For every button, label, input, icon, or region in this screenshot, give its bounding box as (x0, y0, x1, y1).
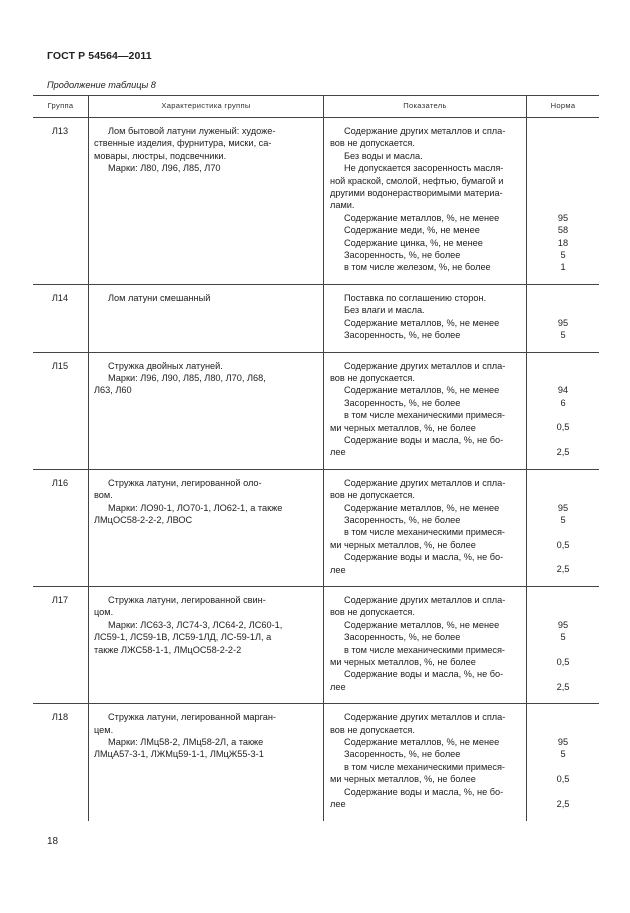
indicator-cell (324, 352, 527, 469)
characteristic-line: ЛС59-1, ЛС59-1В, ЛС59-1ЛД, ЛС-59-1Л, а (94, 632, 272, 643)
norm-value (528, 360, 598, 372)
norm-value (528, 761, 598, 773)
table-container (33, 95, 588, 821)
table-row (33, 704, 599, 821)
characteristic-line: Л63, Л60 (94, 385, 132, 396)
characteristic-line: Стружка латуни, легированной оло- (108, 477, 262, 488)
norm-value (528, 372, 598, 384)
indicator-line: лее (330, 799, 346, 810)
indicator-line: в том числе железом, %, не более (344, 262, 491, 273)
indicator-line: Засоренность, %, не более (344, 250, 461, 261)
indicator-line: Без влаги и масла. (344, 305, 425, 316)
norm-value (528, 137, 598, 149)
indicator-line: Содержание воды и масла, %, не бо- (344, 434, 504, 445)
indicator-line: Засоренность, %, не более (344, 330, 461, 341)
indicator-line: в том числе механическими примеся- (344, 527, 505, 538)
norm-value (528, 786, 598, 798)
indicator-line: Засоренность, %, не более (344, 397, 461, 408)
norm-cell (527, 284, 600, 352)
indicator-line: лее (330, 564, 346, 575)
group-characteristic (89, 587, 324, 704)
norm-value: 0,5 (556, 774, 570, 785)
indicator-cell (324, 118, 527, 285)
indicator-line: Содержание металлов, %, не менее (344, 212, 500, 223)
characteristic-line: Лом латуни смешанный (108, 292, 211, 303)
characteristic-line: Марки: ЛО90-1, ЛО70-1, ЛО62-1, а также (108, 502, 283, 513)
indicator-line: ной краской, смолой, нефтью, бумагой и (330, 175, 504, 186)
table-header-row (33, 96, 599, 118)
page-number: 18 (47, 836, 59, 847)
indicator-line: Содержание металлов, %, не менее (344, 317, 500, 328)
norm-value: 2,5 (556, 564, 570, 575)
indicator-line: Засоренность, %, не более (344, 749, 461, 760)
indicator-line: Без воды и масла. (344, 150, 423, 161)
norm-value (528, 409, 598, 421)
indicator-line: в том числе механическими примеся- (344, 644, 505, 655)
indicator-line: Содержание металлов, %, не менее (344, 502, 500, 513)
norm-value: 58 (557, 225, 569, 236)
group-code: Л17 (33, 587, 89, 704)
table-body (33, 118, 599, 821)
norm-value (528, 187, 598, 199)
indicator-line: Содержание других металлов и спла- (344, 360, 506, 371)
indicator-line: Поставка по соглашению сторон. (344, 292, 487, 303)
indicator-line: Содержание металлов, %, не менее (344, 619, 500, 630)
characteristic-line: вом. (94, 490, 113, 501)
indicator-line: Содержание воды и масла, %, не бо- (344, 669, 504, 680)
group-characteristic (89, 704, 324, 821)
norm-value: 0,5 (556, 656, 570, 667)
indicator-line: Содержание других металлов и спла- (344, 477, 506, 488)
characteristic-line: Стружка двойных латуней. (108, 360, 223, 371)
norm-value: 94 (557, 385, 569, 396)
indicator-line: вов не допускается. (330, 724, 415, 735)
indicator-line: Содержание других металлов и спла- (344, 126, 506, 136)
norm-cell (527, 352, 600, 469)
norm-value (528, 477, 598, 489)
norm-cell (527, 469, 600, 586)
indicator-line: Содержание других металлов и спла- (344, 595, 506, 605)
norm-value: 1 (560, 262, 566, 273)
indicator-cell (324, 587, 527, 704)
document-header: ГОСТ Р 54564—2011 (47, 50, 152, 62)
table-row (33, 284, 599, 352)
indicator-line: в том числе механическими примеся- (344, 410, 505, 421)
norm-value: 5 (560, 330, 566, 341)
norm-value: 95 (557, 317, 569, 328)
indicator-line: Засоренность, %, не более (344, 632, 461, 643)
norm-value: 0,5 (556, 422, 570, 433)
norm-value: 95 (557, 619, 569, 630)
indicator-line: Содержание цинка, %, не менее (344, 237, 483, 248)
column-header-indicator: Показатель (324, 96, 527, 118)
indicator-line: ми черных металлов, %, не более (330, 422, 476, 433)
indicator-line: Содержание других металлов и спла- (344, 712, 506, 723)
characteristic-line: цем. (94, 724, 114, 735)
norm-value: 5 (560, 249, 566, 260)
column-header-norm: Норма (527, 96, 600, 118)
indicator-line: ми черных металлов, %, не более (330, 774, 476, 785)
indicator-line: Содержание металлов, %, не менее (344, 385, 500, 396)
indicator-line: лами. (330, 200, 355, 211)
norm-value (528, 150, 598, 162)
characteristic-line: Марки: Л80, Л96, Л85, Л70 (108, 163, 221, 174)
norm-value: 2,5 (556, 447, 570, 458)
norm-value (528, 724, 598, 736)
norm-value: 95 (557, 502, 569, 513)
indicator-line: в том числе механическими примеся- (344, 761, 505, 772)
norm-value (528, 644, 598, 656)
norm-cell (527, 118, 600, 285)
norm-value: 2,5 (556, 681, 570, 692)
norm-value (528, 668, 598, 680)
indicator-cell (324, 704, 527, 821)
group-code: Л16 (33, 469, 89, 586)
characteristic-line: Марки: ЛС63-3, ЛС74-3, ЛС64-2, ЛС60-1, (108, 619, 283, 630)
norm-value (528, 175, 598, 187)
norm-value (528, 162, 598, 174)
table-row (33, 469, 599, 586)
indicator-line: лее (330, 681, 346, 692)
norm-value: 5 (560, 749, 566, 760)
column-header-characteristic: Характеристика группы (89, 96, 324, 118)
indicator-line: вов не допускается. (330, 490, 415, 501)
indicator-line: вов не допускается. (330, 138, 415, 149)
group-code: Л18 (33, 704, 89, 821)
norm-value (528, 489, 598, 501)
indicator-line: другими водонерастворимыми материа- (330, 188, 503, 199)
characteristic-line: Стружка латуни, легированной марган- (108, 712, 276, 723)
characteristic-line: цом. (94, 607, 114, 618)
characteristic-line: ЛМцА57-3-1, ЛЖМц59-1-1, ЛМцЖ55-3-1 (94, 749, 264, 760)
characteristic-line: Марки: ЛМц58-2, ЛМц58-2Л, а также (108, 737, 264, 748)
norm-value: 18 (557, 237, 569, 248)
table-row (33, 352, 599, 469)
indicator-line: Содержание металлов, %, не менее (344, 737, 500, 748)
characteristic-line: Лом бытовой латуни луженый: художе- (108, 126, 276, 136)
norm-cell (527, 704, 600, 821)
norm-value: 95 (557, 737, 569, 748)
characteristic-line: также ЛЖС58-1-1, ЛМцОС58-2-2-2 (94, 644, 242, 655)
table-row (33, 118, 599, 285)
indicator-cell (324, 284, 527, 352)
norm-value: 6 (560, 397, 566, 408)
characteristic-line: ственные изделия, фурнитура, миски, са- (94, 138, 272, 149)
norm-value (528, 551, 598, 563)
characteristic-line: Стружка латуни, легированной свин- (108, 595, 266, 605)
norm-value (528, 594, 598, 606)
norm-cell (527, 587, 600, 704)
group-characteristic (89, 284, 324, 352)
indicator-line: Содержание воды и масла, %, не бо- (344, 786, 504, 797)
characteristic-line: мовары, люстры, подсвечники. (94, 150, 227, 161)
characteristic-line: Марки: Л96, Л90, Л85, Л80, Л70, Л68, (108, 372, 266, 383)
norm-value (528, 711, 598, 723)
norm-value (528, 526, 598, 538)
indicator-line: Содержание меди, %, не менее (344, 225, 480, 236)
indicator-line: Засоренность, %, не более (344, 514, 461, 525)
group-characteristic (89, 469, 324, 586)
norm-value: 2,5 (556, 798, 570, 809)
indicator-cell (324, 469, 527, 586)
indicator-line: ми черных металлов, %, не более (330, 539, 476, 550)
group-code: Л13 (33, 118, 89, 285)
group-characteristic (89, 352, 324, 469)
indicator-line: лее (330, 447, 346, 458)
indicator-line: ми черных металлов, %, не более (330, 657, 476, 668)
norm-value: 95 (557, 212, 569, 223)
norm-value: 0,5 (556, 539, 570, 550)
norms-table (33, 95, 599, 821)
norm-value (528, 304, 598, 316)
group-characteristic (89, 118, 324, 285)
table-row (33, 587, 599, 704)
norm-value (528, 292, 598, 304)
column-header-group: Группа (33, 96, 89, 118)
group-code: Л15 (33, 352, 89, 469)
table-caption: Продолжение таблицы 8 (47, 80, 156, 90)
norm-value (528, 434, 598, 446)
group-code: Л14 (33, 284, 89, 352)
norm-value: 5 (560, 632, 566, 643)
indicator-line: вов не допускается. (330, 372, 415, 383)
indicator-line: вов не допускается. (330, 607, 415, 618)
indicator-line: Не допускается засоренность масля- (344, 163, 504, 174)
norm-value: 5 (560, 514, 566, 525)
indicator-line: Содержание воды и масла, %, не бо- (344, 552, 504, 563)
characteristic-line: ЛМцОС58-2-2-2, ЛВОС (94, 514, 193, 525)
norm-value (528, 125, 598, 137)
norm-value (528, 606, 598, 618)
norm-value (528, 199, 598, 211)
